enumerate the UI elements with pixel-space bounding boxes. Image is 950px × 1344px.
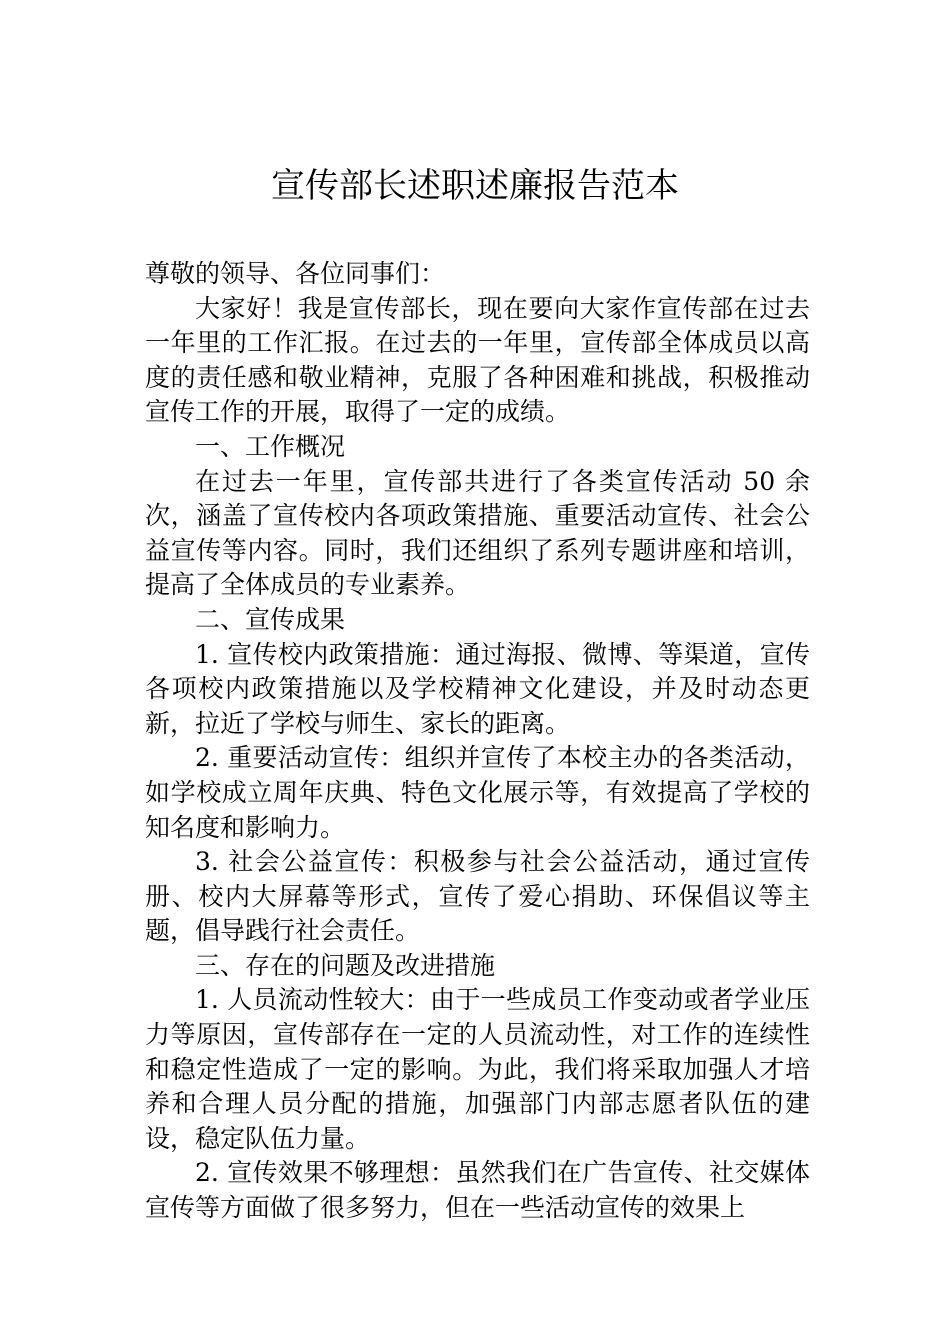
document-title: 宣传部长述职述廉报告范本 <box>271 166 679 206</box>
section-heading-overview: 一、工作概况 <box>195 431 346 461</box>
section-heading-problems: 三、存在的问题及改进措施 <box>195 950 496 980</box>
paragraph-greeting: 大家好！我是宣传部长，现在要向大家作宣传部在过去一年里的工作汇报。在过去的一年里，宣传部全体成员以高度的责任感和敬业精神，克服了各种困难和挑战，积极推动宣传工作的开展，取得了一定的成绩。 <box>145 293 810 427</box>
paragraph-problem-2: 2. 宣传效果不够理想：虽然我们在广告宣传、社交媒体宣传等方面做了很多努力，但在一些活动宣传的效果上 <box>145 1158 810 1223</box>
paragraph-overview: 在过去一年里，宣传部共进行了各类宣传活动 50 余次，涵盖了宣传校内各项政策措施、重要活动宣传、社会公益宣传等内容。同时，我们还组织了系列专题讲座和培训，提高了全体成员的专业素养。 <box>145 466 810 600</box>
paragraph-problem-1: 1. 人员流动性较大：由于一些成员工作变动或者学业压力等原因，宣传部存在一定的人员流动性，对工作的连续性和稳定性造成了一定的影响。为此，我们将采取加强人才培养和合理人员分配的措施，加强部门内部志愿者队伍的建设，稳定队伍力量。 <box>145 985 810 1153</box>
paragraph-result-3: 3. 社会公益宣传：积极参与社会公益活动，通过宣传册、校内大屏幕等形式，宣传了爱心捐助、环保倡议等主题，倡导践行社会责任。 <box>145 847 810 946</box>
section-heading-results: 二、宣传成果 <box>195 604 346 634</box>
document-body <box>145 257 810 1226</box>
paragraph-result-1: 1. 宣传校内政策措施：通过海报、微博、等渠道，宣传各项校内政策措施以及学校精神文化建设，并及时动态更新，拉近了学校与师生、家长的距离。 <box>145 639 810 738</box>
salutation: 尊敬的领导、各位同事们： <box>145 259 446 288</box>
paragraph-result-2: 2. 重要活动宣传：组织并宣传了本校主办的各类活动，如学校成立周年庆典、特色文化展示等，有效提高了学校的知名度和影响力。 <box>145 743 810 842</box>
